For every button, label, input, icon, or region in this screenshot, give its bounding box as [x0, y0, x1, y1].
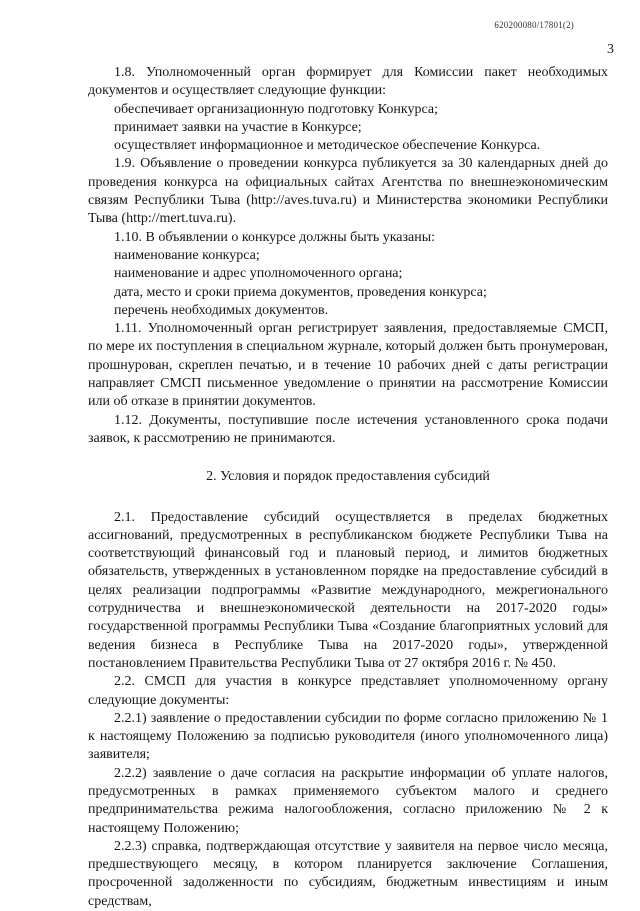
list-item: дата, место и сроки приема документов, проведения конкурса; [114, 284, 487, 300]
list-item: перечень необходимых документов. [114, 302, 329, 318]
section-heading: 2. Условия и порядок предоставления субсидий [206, 469, 490, 485]
list-item: принимает заявки на участие в Конкурсе; [114, 119, 362, 135]
paragraph-1-9: 1.9. Объявление о проведении конкурса публикуется за 30 календарных дней до проведения конкурса на официальных сайтах Агентства по внешнеэкономическим связям Республики Тыва (http://aves.tuva.ru) и Министерства экономики Республики Тыва (http://mert.tuva.ru). [88, 156, 608, 227]
paragraph-1-12: 1.12. Документы, поступившие после истечения установленного срока подачи заявок, к рассмотрению не принимаются. [88, 412, 608, 446]
paragraph-2-2-1: 2.2.1) заявление о предоставлении субсидии по форме согласно приложению № 1 к настоящему Положению за подписью руководителя (иного уполномоченного лица) заявителя; [88, 710, 608, 763]
paragraph-1-11: 1.11. Уполномоченный орган регистрирует заявления, предоставляемые СМСП, по мере их поступления в специальном журнале, который должен быть пронумерован, прошнурован, скреплен печатью, и в течение 10 рабочих дней с даты регистрации направляет СМСП письменное уведомление о принятии на рассмотрение Комиссии или об отказе в принятии документов. [88, 321, 608, 410]
list-item: наименование конкурса; [114, 247, 260, 263]
paragraph-2-2-3: 2.2.3) справка, подтверждающая отсутствие у заявителя на первое число месяца, предшествующего месяцу, в котором планируется заключение Соглашения, просроченной задолженности по субсидиям, бюджетным инвестициям и иным средствам, [88, 838, 608, 909]
paragraph-1-8: 1.8. Уполномоченный орган формирует для Комиссии пакет необходимых документов и осуществляет следующие функции: [88, 65, 608, 99]
page-number: 3 [607, 42, 614, 57]
document-body [88, 64, 608, 911]
list-item: осуществляет информационное и методическое обеспечение Конкурса. [114, 138, 541, 154]
paragraph-2-2: 2.2. СМСП для участия в конкурсе представляет уполномоченному органу следующие документы: [88, 674, 608, 708]
list-item: обеспечивает организационную подготовку Конкурса; [114, 101, 438, 117]
document-code: 620200080/17801(2) [494, 20, 574, 30]
paragraph-2-2-2: 2.2.2) заявление о даче согласия на раскрытие информации об уплате налогов, предусмотренных в рамках применяемого субъектом малого и среднего предпринимательства режима налогообложения, согласно приложению № 2 к настоящему Положению; [88, 765, 608, 836]
paragraph-2-1: 2.1. Предоставление субсидий осуществляется в пределах бюджетных ассигнований, предусмотренных в республиканском бюджете Республики Тыва на соответствующий финансовый год и плановый период, и лимитов бюджетных обязательств, утвержденных в установленном порядке на предоставление субсидий в целях реализации подпрограммы «Развитие международного, межрегионального сотрудничества и внешнеэкономической деятельности на 2017-2020 годы» государственной программы Республики Тыва «Создание благоприятных условий для ведения бизнеса в Республике Тыва на 2017-2020 годы», утвержденной постановлением Правительства Республики Тыва от 27 октября 2016 г. № 450. [88, 509, 608, 671]
paragraph-1-10: 1.10. В объявлении о конкурсе должны быть указаны: [114, 229, 436, 245]
list-item: наименование и адрес уполномоченного органа; [114, 266, 403, 282]
